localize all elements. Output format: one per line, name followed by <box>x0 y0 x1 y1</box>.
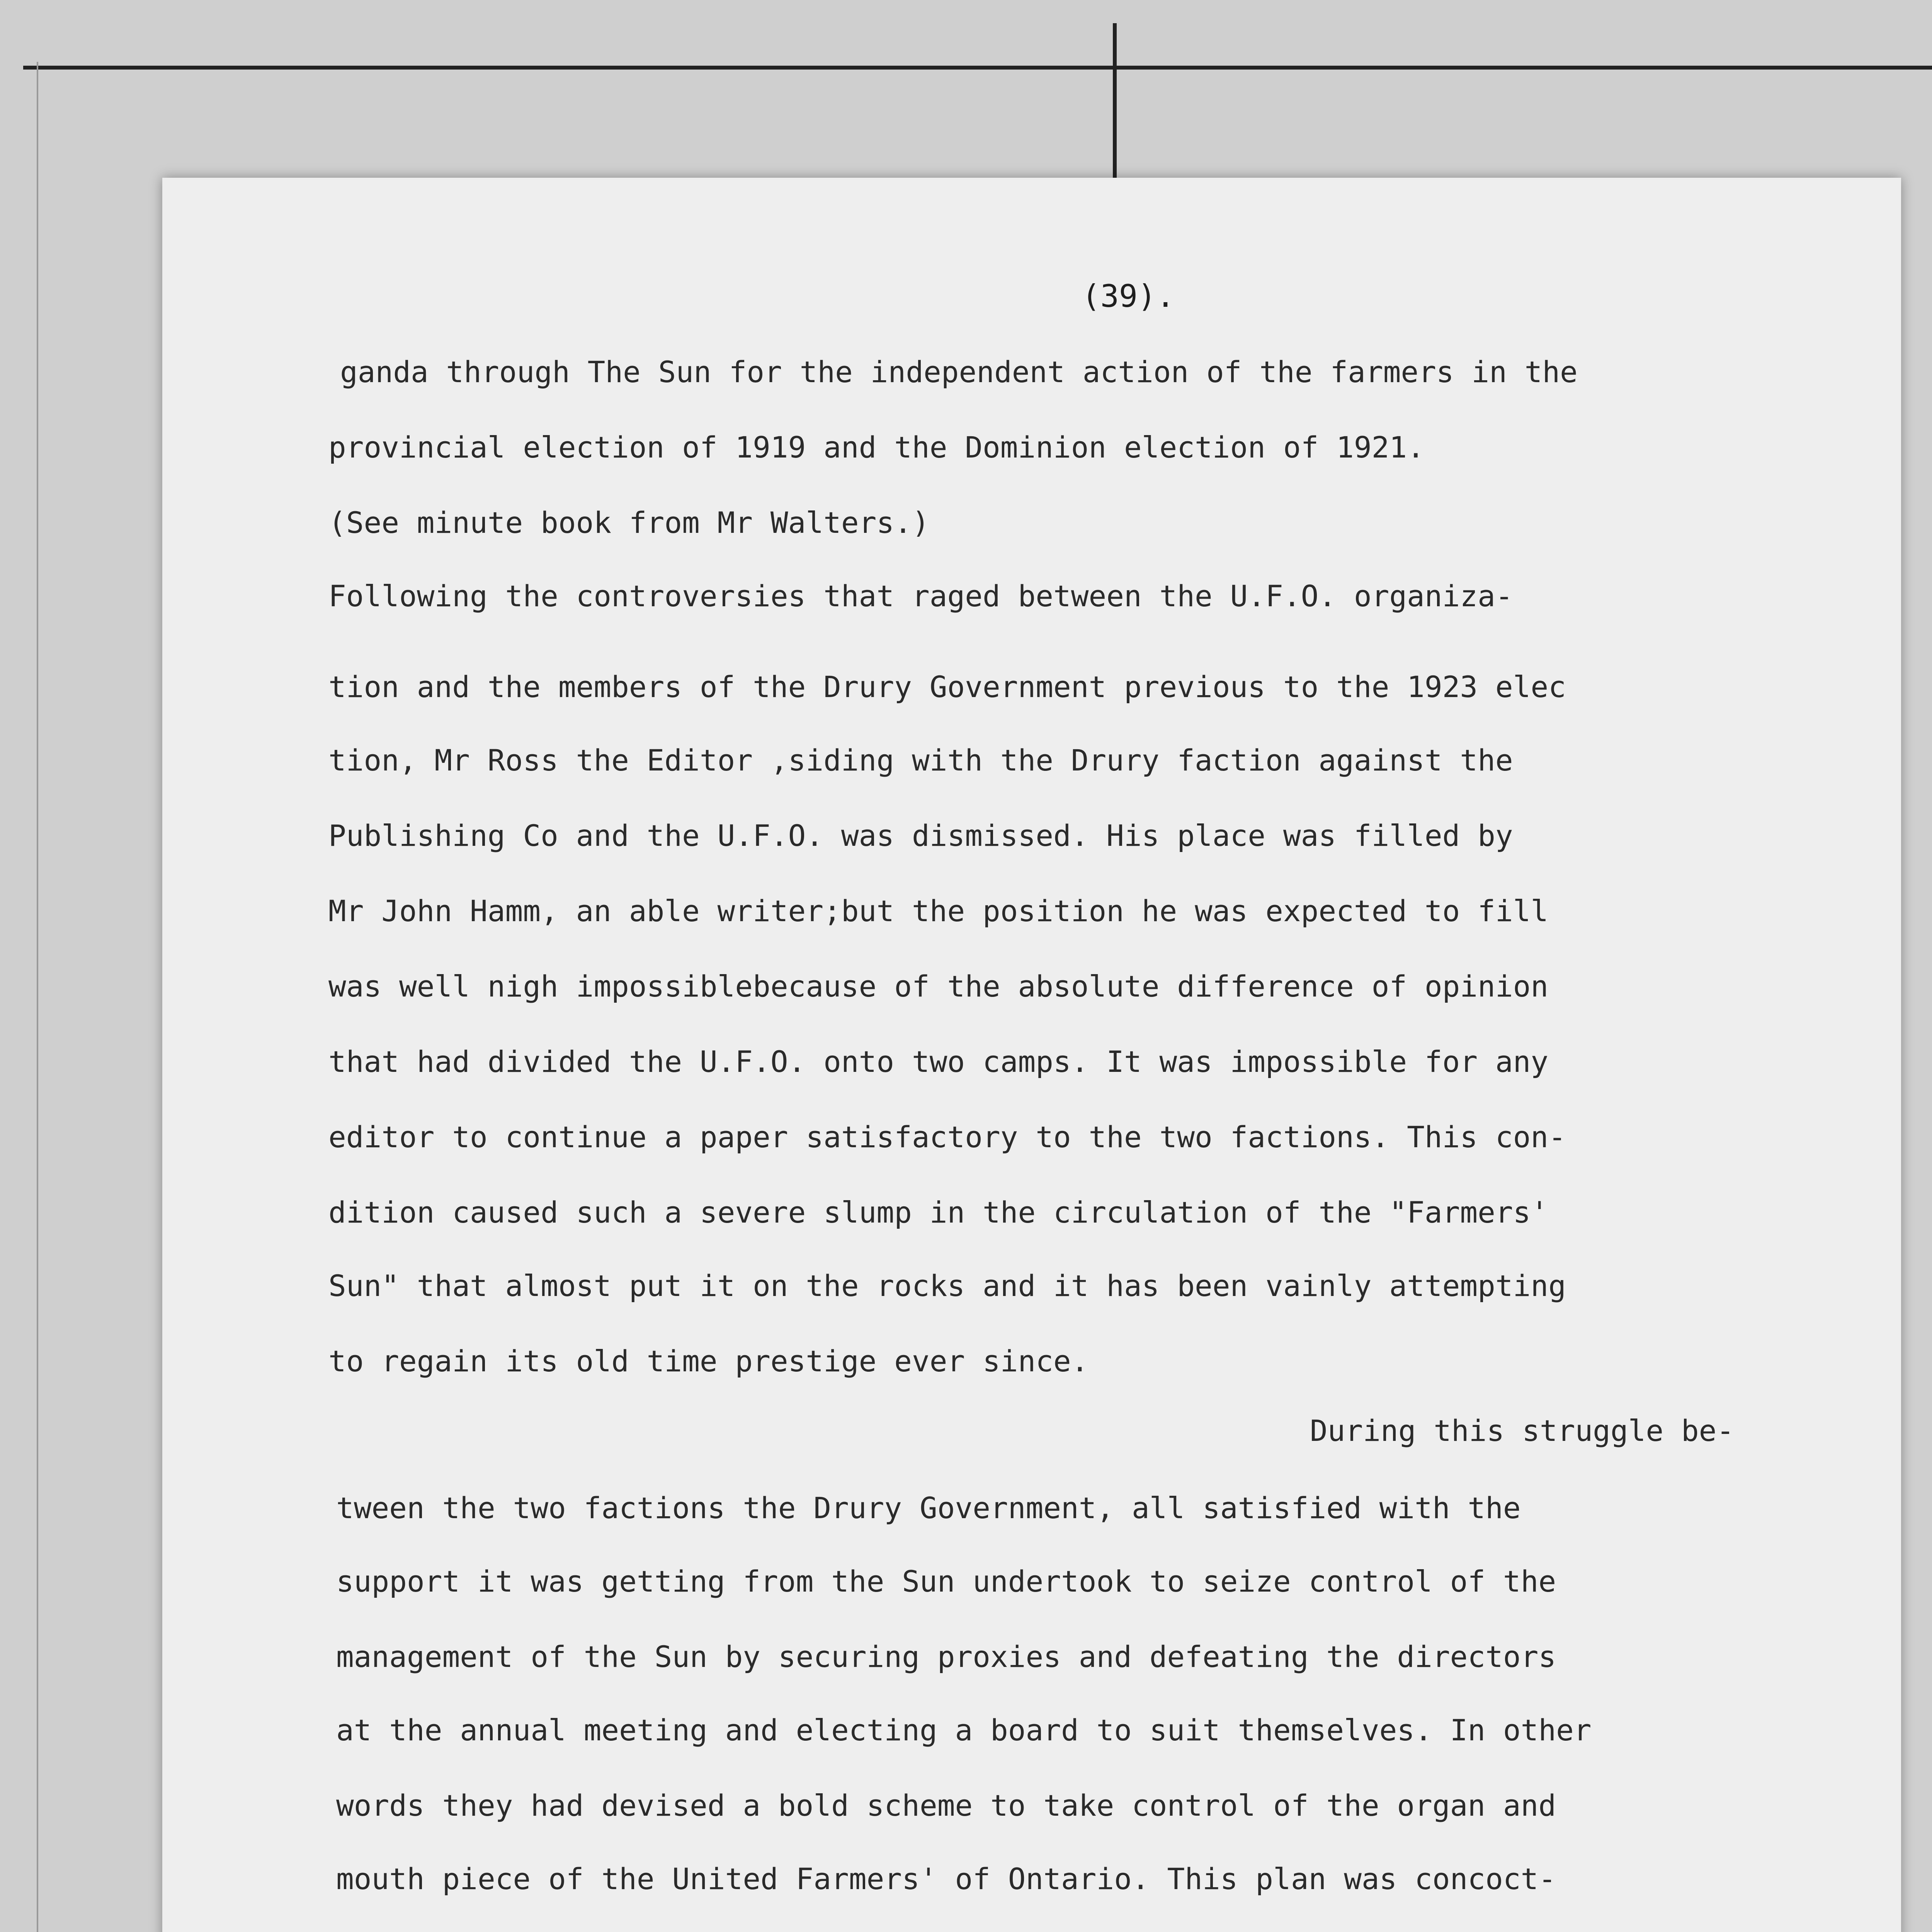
text-line: tion and the members of the Drury Government previous to the 1923 elec <box>328 670 1566 704</box>
text-line: editor to continue a paper satisfactory to the two factions. This con- <box>328 1120 1566 1154</box>
text-line: mouth piece of the United Farmers' of Ontario. This plan was concoct- <box>336 1862 1556 1896</box>
text-line: Following the controversies that raged between the U.F.O. organiza- <box>328 579 1513 613</box>
page-number: (39). <box>1082 278 1175 314</box>
text-line: at the annual meeting and electing a board to suit themselves. In other <box>336 1713 1592 1747</box>
text-line: was well nigh impossiblebecause of the absolute difference of opinion <box>328 969 1549 1003</box>
text-line: tween the two factions the Drury Government, all satisfied with the <box>336 1491 1521 1525</box>
text-line: provincial election of 1919 and the Dominion election of 1921. <box>328 430 1425 464</box>
text-line: words they had devised a bold scheme to take control of the organ and <box>336 1788 1556 1823</box>
text-line: Mr John Hamm, an able writer;but the position he was expected to fill <box>328 894 1549 928</box>
text-line: During this struggle be- <box>1310 1413 1735 1448</box>
frame-top-rule <box>23 66 1932 70</box>
text-line: dition caused such a severe slump in the circulation of the "Farmers' <box>328 1195 1549 1230</box>
text-line: (See minute book from Mr Walters.) <box>328 505 930 540</box>
text-line: support it was getting from the Sun undertook to seize control of the <box>336 1564 1556 1599</box>
text-line: ganda through The Sun for the independent action of the farmers in the <box>340 355 1578 389</box>
frame-left-edge <box>37 62 38 1932</box>
text-line: that had divided the U.F.O. onto two camps. It was impossible for any <box>328 1044 1549 1079</box>
text-line: management of the Sun by securing proxies and defeating the directors <box>336 1639 1556 1674</box>
text-line: Publishing Co and the U.F.O. was dismissed. His place was filled by <box>328 818 1513 853</box>
text-line: to regain its old time prestige ever since. <box>328 1344 1089 1378</box>
text-line: tion, Mr Ross the Editor ,siding with the Drury faction against the <box>328 743 1513 777</box>
text-line: Sun" that almost put it on the rocks and it has been vainly attempting <box>328 1269 1566 1303</box>
